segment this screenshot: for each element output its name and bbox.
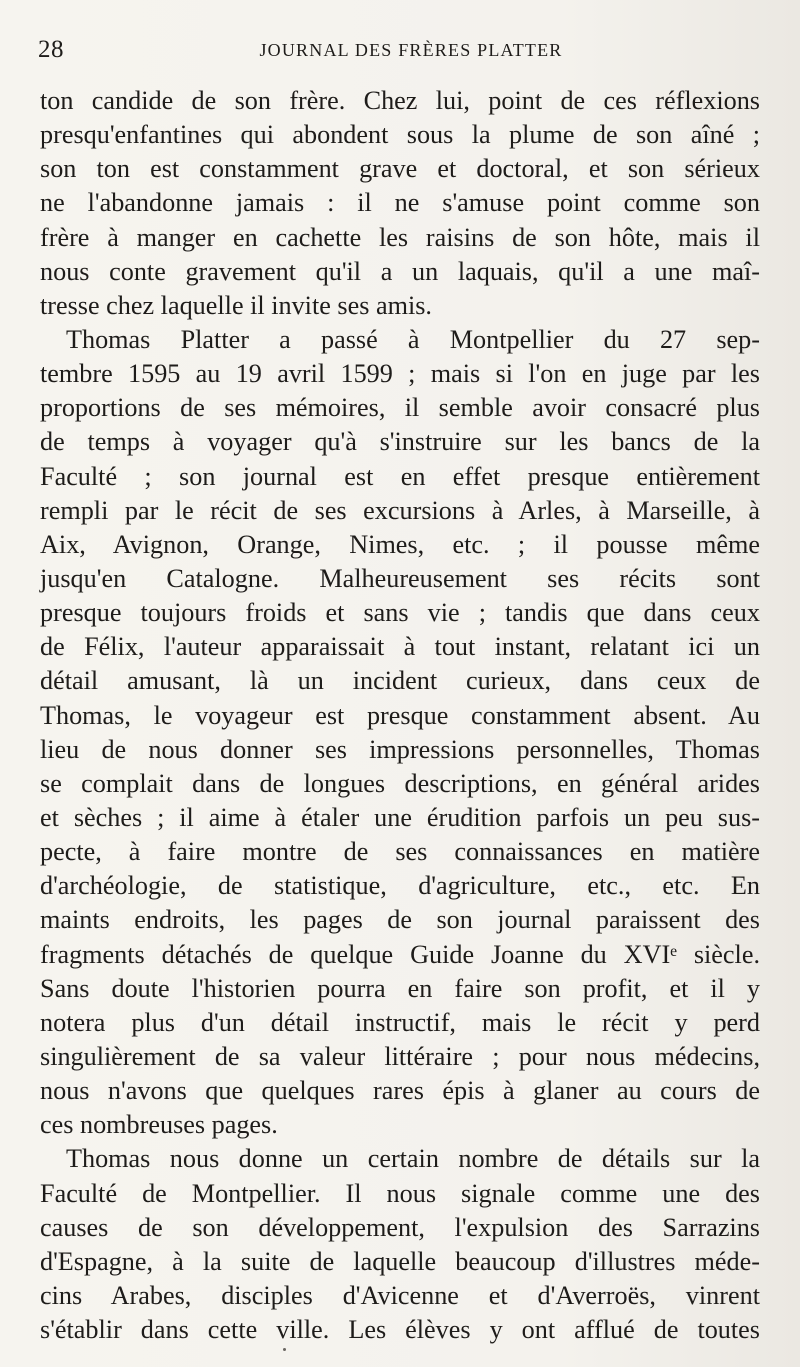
text-line: pecte, à faire montre de ses connaissances en matière	[40, 837, 760, 867]
body-text	[40, 84, 760, 1347]
text-line: tresse chez laquelle il invite ses amis.	[40, 290, 432, 320]
page-number: 28	[38, 36, 64, 63]
text-line: lieu de nous donner ses impressions personnelles, Thomas	[40, 734, 760, 764]
text-line: Faculté ; son journal est en effet presque entièrement	[40, 461, 760, 491]
text-line: ton candide de son frère. Chez lui, point de ces réflexions	[40, 86, 760, 115]
text-line: tembre 1595 au 19 avril 1599 ; mais si l'on en juge par les	[40, 359, 760, 389]
text-line: ne l'abandonne jamais : il ne s'amuse point comme son	[40, 188, 760, 218]
text-line: Thomas nous donne un certain nombre de détails sur la	[66, 1144, 760, 1174]
text-line: Thomas, le voyageur est presque constamment absent. Au	[40, 700, 760, 730]
text-line: presque toujours froids et sans vie ; tandis que dans ceux	[40, 598, 760, 628]
text-line: Aix, Avignon, Orange, Nimes, etc. ; il pousse même	[40, 529, 760, 559]
text-line: Sans doute l'historien pourra en faire son profit, et il y	[40, 973, 760, 1003]
text-line: maints endroits, les pages de son journal paraissent des	[40, 905, 760, 935]
text-line: Faculté de Montpellier. Il nous signale comme une des	[40, 1178, 760, 1208]
print-speck	[283, 1348, 286, 1351]
text-line: presqu'enfantines qui abondent sous la plume de son aîné ;	[40, 120, 760, 150]
text-line: s'établir dans cette ville. Les élèves y ont afflué de toutes	[40, 1315, 760, 1345]
text-line: frère à manger en cachette les raisins de son hôte, mais il	[40, 222, 760, 252]
text-line: fragments détachés de quelque Guide Joanne du XVIᵉ siècle.	[40, 939, 760, 969]
text-line: cins Arabes, disciples d'Avicenne et d'Averroës, vinrent	[40, 1280, 760, 1310]
text-line: nous conte gravement qu'il a un laquais, qu'il a une maî-	[40, 256, 760, 286]
running-title: JOURNAL DES FRÈRES PLATTER	[259, 40, 563, 60]
text-line: Thomas Platter a passé à Montpellier du 27 sep-	[66, 324, 760, 354]
text-line: ces nombreuses pages.	[40, 1110, 278, 1140]
text-line: singulièrement de sa valeur littéraire ; pour nous médecins,	[40, 1041, 760, 1071]
text-line: son ton est constamment grave et doctoral, et son sérieux	[40, 154, 760, 184]
text-line: notera plus d'un détail instructif, mais le récit y perd	[40, 1007, 760, 1037]
text-line: détail amusant, là un incident curieux, dans ceux de	[40, 666, 760, 696]
text-line: nous n'avons que quelques rares épis à glaner au cours de	[40, 1076, 760, 1106]
text-line: d'Espagne, à la suite de laquelle beaucoup d'illustres méde-	[40, 1246, 760, 1276]
text-line: jusqu'en Catalogne. Malheureusement ses récits sont	[40, 563, 760, 593]
text-line: causes de son développement, l'expulsion des Sarrazins	[40, 1212, 760, 1242]
page-header	[38, 36, 754, 66]
text-line: de Félix, l'auteur apparaissait à tout instant, relatant ici un	[40, 632, 760, 662]
text-line: rempli par le récit de ses excursions à Arles, à Marseille, à	[40, 495, 760, 525]
text-line: d'archéologie, de statistique, d'agriculture, etc., etc. En	[40, 871, 760, 901]
text-line: de temps à voyager qu'à s'instruire sur les bancs de la	[40, 427, 760, 457]
text-line: se complait dans de longues descriptions, en général arides	[40, 768, 760, 798]
text-line: proportions de ses mémoires, il semble avoir consacré plus	[40, 393, 760, 423]
text-line: et sèches ; il aime à étaler une érudition parfois un peu sus-	[40, 802, 760, 832]
